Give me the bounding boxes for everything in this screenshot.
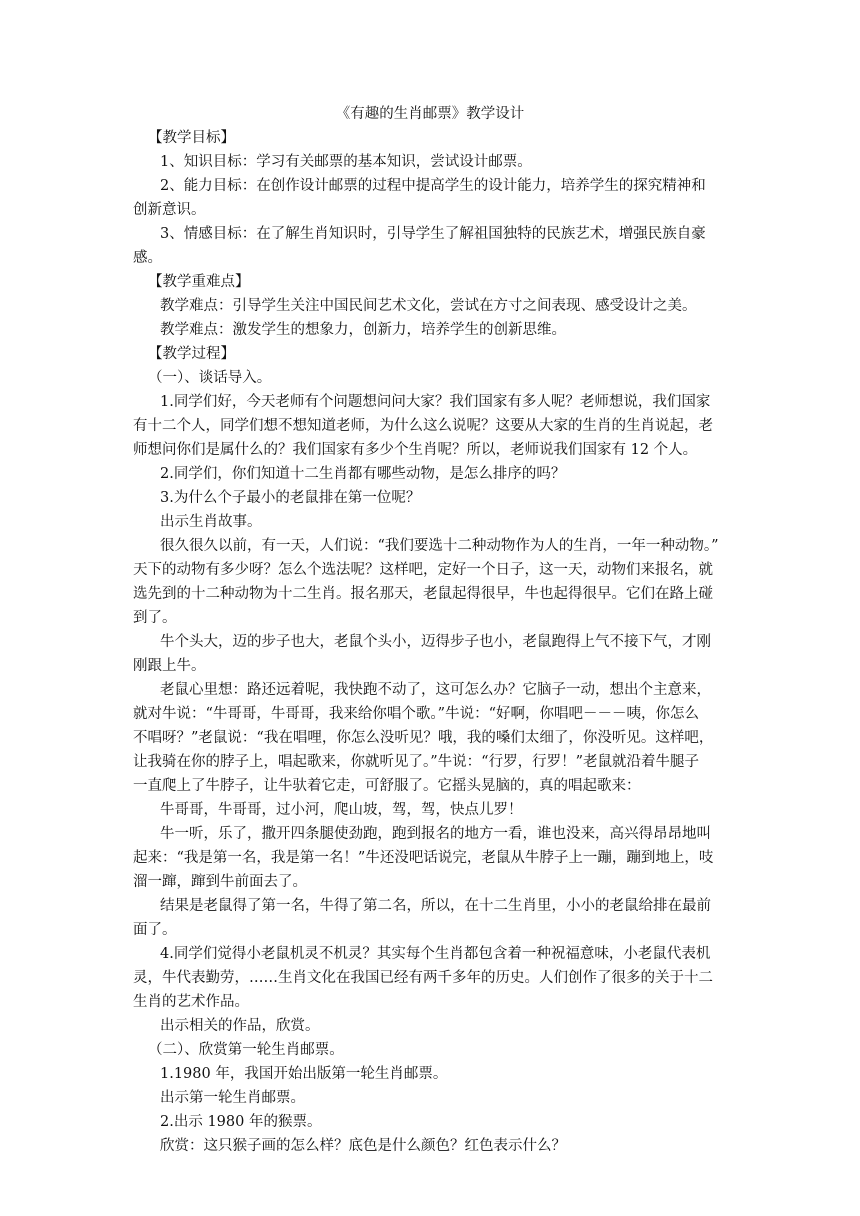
key-point-1: 教学难点：引导学生关注中国民间艺术文化，尝试在方寸之间表现、感受设计之美。: [160, 298, 697, 314]
intro-q4-line-1: 4.同学们觉得小老鼠机灵不机灵？其实每个生肖都包含着一种祝福意味，小老鼠代表机: [160, 946, 711, 962]
goal-2-line-2: 创新意识。: [133, 202, 206, 218]
goal-1: 1、知识目标：学习有关邮票的基本知识，尝试设计邮票。: [160, 154, 532, 170]
goal-3-line-2: 感。: [133, 250, 162, 266]
goal-3-line-1: 3、情感目标：在了解生肖知识时，引导学生了解祖国独特的民族艺术，增强民族自豪: [160, 226, 706, 242]
intro-q1-line-1: 1.同学们好，今天老师有个问题想问问大家？我们国家有多人呢？老师想说，我们国家: [160, 394, 711, 410]
story-p1-line-2: 天下的动物有多少呀？怎么个选法呢？这样吧，定好一个日子，这一天，动物们来报名，就: [133, 562, 713, 578]
intro-q1-line-2: 有十二个人，同学们想不想知道老师，为什么这么说呢？这要从大家的生肖的生肖说起，老: [133, 418, 713, 434]
story-p2-line-1: 牛个头大，迈的步子也大，老鼠个头小，迈得步子也小，老鼠跑得上气不接下气，才刚: [160, 634, 711, 650]
part-2-heading: （二）、欣赏第一轮生肖邮票。: [148, 1042, 344, 1058]
story-song: 牛哥哥，牛哥哥，过小河，爬山坡，驾，驾，快点儿罗！: [160, 802, 523, 818]
intro-q4-line-2: 灵，牛代表勤劳，……生肖文化在我国已经有两千多年的历史。人们创作了很多的关于十二: [133, 970, 713, 986]
story-p1-line-3: 选先到的十二种动物为十二生肖。报名那天，老鼠起得很早，牛也起得很早。它们在路上碰: [133, 586, 713, 602]
story-p5-line-1: 牛一听，乐了，撒开四条腿使劲跑，跑到报名的地方一看，谁也没来，高兴得昂昂地叫: [160, 826, 711, 842]
story-p6-line-2: 面了。: [133, 922, 177, 938]
intro-q1-line-3: 师想问你们是属什么的？我们国家有多少个生肖呢？所以，老师说我们国家有 12 个人。: [133, 442, 698, 458]
section-heading-key-points: 【教学重难点】: [148, 274, 250, 290]
story-p3-line-4: 让我骑在你的脖子上，唱起歌来，你就听见了。”牛说：“行罗，行罗！”老鼠就沿着牛腿子: [133, 754, 699, 770]
story-p1-line-4: 到了。: [133, 610, 177, 626]
story-p6-line-1: 结果是老鼠得了第一名，牛得了第二名，所以，在十二生肖里，小小的老鼠给排在最前: [160, 898, 711, 914]
stamp-2: 出示第一轮生肖邮票。: [160, 1090, 305, 1106]
story-p3-line-2: 就对牛说：“牛哥哥，牛哥哥，我来给你唱个歌。”牛说：“好啊，你唱吧－－－咦，你怎么: [133, 706, 699, 722]
goal-2-line-1: 2、能力目标：在创作设计邮票的过程中提高学生的设计能力，培养学生的探究精神和: [160, 178, 706, 194]
document-title: 《有趣的生肖邮票》教学设计: [335, 106, 525, 122]
story-p1-line-1: 很久很久以前，有一天，人们说：“我们要选十二种动物作为人的生肖，一年一种动物。”: [160, 538, 719, 554]
section-heading-process: 【教学过程】: [148, 346, 235, 362]
story-p5-line-3: 溜一蹿，蹿到牛前面去了。: [133, 874, 307, 890]
show-works: 出示相关的作品，欣赏。: [160, 1018, 320, 1034]
story-p3-line-3: 不唱呀？”老鼠说：“我在唱哩，你怎么没听见？哦，我的嗓们太细了，你没听见。这样吧，: [133, 730, 714, 746]
stamp-1: 1.1980 年，我国开始出版第一轮生肖邮票。: [160, 1066, 448, 1082]
story-p3-line-1: 老鼠心里想：路还远着呢，我快跑不动了，这可怎么办？它脑子一动，想出个主意来，: [160, 682, 711, 698]
show-story: 出示生肖故事。: [160, 514, 262, 530]
story-p5-line-2: 起来：“我是第一名，我是第一名！”牛还没吧话说完，老鼠从牛脖子上一蹦，蹦到地上，吱: [133, 850, 714, 866]
intro-q3: 3.为什么个子最小的老鼠排在第一位呢？: [160, 490, 421, 506]
stamp-4: 欣赏：这只猴子画的怎么样？底色是什么颜色？红色表示什么？: [160, 1138, 566, 1154]
stamp-3: 2.出示 1980 年的猴票。: [160, 1114, 322, 1130]
part-1-heading: （一）、谈话导入。: [148, 370, 272, 386]
key-point-2: 教学难点：激发学生的想象力，创新力，培养学生的创新思维。: [160, 322, 566, 338]
intro-q4-line-3: 生肖的艺术作品。: [133, 994, 249, 1010]
story-p2-line-2: 刚跟上牛。: [133, 658, 206, 674]
intro-q2: 2.同学们，你们知道十二生肖都有哪些动物，是怎么排序的吗？: [160, 466, 566, 482]
story-p3-line-5: 一直爬上了牛脖子，让牛驮着它走，可舒服了。它摇头晃脑的，真的唱起歌来：: [133, 778, 641, 794]
section-heading-goals: 【教学目标】: [148, 130, 235, 146]
